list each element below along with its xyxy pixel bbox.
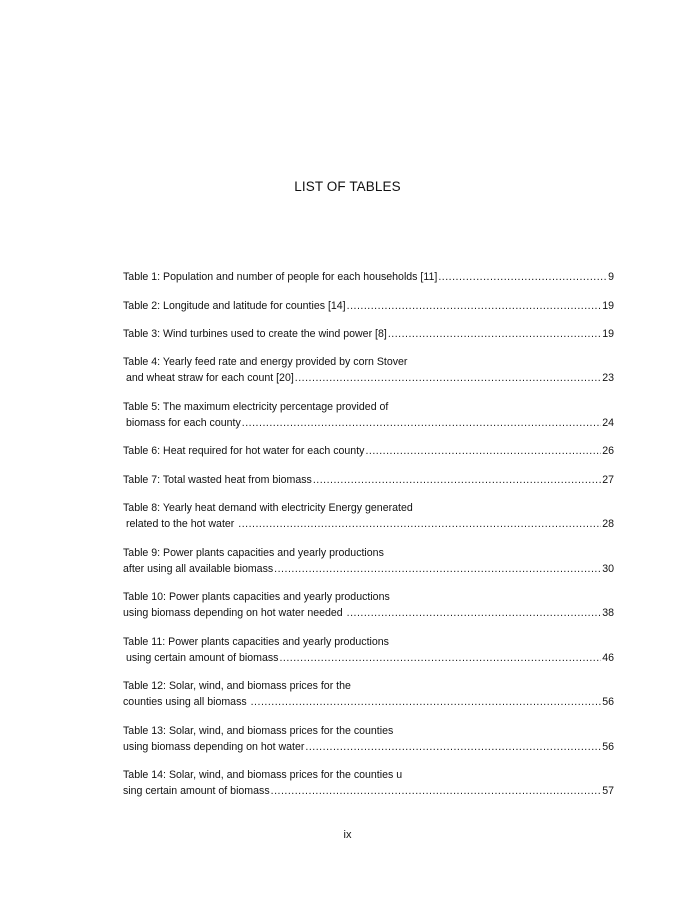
toc-page-number: 38 (602, 607, 614, 619)
toc-entry-table-12[interactable] (123, 678, 614, 710)
toc-page-number: 27 (602, 474, 614, 486)
toc-entry-text: Table 4: Yearly feed rate and energy provided by corn Stover (123, 356, 408, 368)
dot-leader (274, 561, 601, 577)
toc-entry-table-7[interactable] (123, 472, 614, 488)
toc-entry-table-14[interactable] (123, 767, 614, 799)
toc-page-number: 9 (608, 271, 614, 283)
toc-entry-table-9[interactable] (123, 545, 614, 577)
toc-page-number: 56 (602, 696, 614, 708)
dot-leader (238, 516, 601, 532)
dot-leader (313, 472, 601, 488)
toc-page-number: 19 (602, 300, 614, 312)
toc-page-number: 46 (602, 652, 614, 664)
dot-leader (438, 269, 607, 285)
dot-leader (347, 605, 602, 621)
toc-entry-text: Table 13: Solar, wind, and biomass prices for the counties (123, 725, 394, 737)
toc-entry-text: Table 5: The maximum electricity percentage provided of (123, 401, 389, 413)
toc-page-number: 26 (602, 445, 614, 457)
toc-entry-table-1[interactable] (123, 269, 614, 285)
toc-page-number: 56 (602, 741, 614, 753)
page-number: ix (343, 829, 352, 841)
toc-entry-text: using biomass depending on hot water needed (123, 607, 346, 619)
toc-entry-text: related to the hot water (123, 518, 238, 530)
toc-entry-table-8[interactable] (123, 500, 614, 532)
dot-leader (279, 650, 601, 666)
toc-page-number: 57 (602, 785, 614, 797)
toc-entry-table-13[interactable] (123, 723, 614, 755)
toc-entry-text: and wheat straw for each count [20] (123, 372, 294, 384)
toc-entry-table-2[interactable] (123, 298, 614, 314)
toc-entry-text: Table 8: Yearly heat demand with electricity Energy generated (123, 502, 413, 514)
toc-entry-table-3[interactable] (123, 326, 614, 342)
toc-entry-table-11[interactable] (123, 634, 614, 666)
toc-entry-text: biomass for each county (123, 417, 241, 429)
toc-entry-text: using biomass depending on hot water (123, 741, 305, 753)
dot-leader (271, 783, 602, 799)
toc-page-number: 19 (602, 328, 614, 340)
page-title: LIST OF TABLES (294, 179, 401, 194)
dot-leader (295, 370, 601, 386)
toc-entry-text: Table 7: Total wasted heat from biomass (123, 474, 312, 486)
dot-leader (365, 443, 601, 459)
table-list (123, 269, 614, 799)
toc-entry-text: Table 11: Power plants capacities and yearly productions (123, 636, 389, 648)
toc-entry-table-4[interactable] (123, 354, 614, 386)
dot-leader (305, 739, 601, 755)
toc-entry-table-5[interactable] (123, 399, 614, 431)
toc-entry-text: Table 3: Wind turbines used to create the wind power [8] (123, 328, 387, 340)
toc-entry-table-6[interactable] (123, 443, 614, 459)
toc-entry-text: Table 9: Power plants capacities and yearly productions (123, 547, 384, 559)
dot-leader (242, 415, 601, 431)
toc-entry-text: Table 10: Power plants capacities and yearly productions (123, 591, 390, 603)
toc-entry-text: Table 2: Longitude and latitude for counties [14] (123, 300, 346, 312)
toc-entry-text: using certain amount of biomass (123, 652, 279, 664)
toc-page-number: 23 (602, 372, 614, 384)
toc-entry-text: Table 12: Solar, wind, and biomass prices for the (123, 680, 351, 692)
toc-page-number: 24 (602, 417, 614, 429)
toc-page-number: 28 (602, 518, 614, 530)
toc-entry-text: Table 1: Population and number of people for each households [11] (123, 271, 438, 283)
dot-leader (388, 326, 601, 342)
toc-entry-text: counties using all biomass (123, 696, 250, 708)
toc-entry-text: sing certain amount of biomass (123, 785, 270, 797)
toc-page-number: 30 (602, 563, 614, 575)
toc-entry-text: after using all available biomass (123, 563, 274, 575)
dot-leader (251, 694, 602, 710)
toc-entry-table-10[interactable] (123, 589, 614, 621)
toc-entry-text: Table 6: Heat required for hot water for each county (123, 445, 365, 457)
dot-leader (347, 298, 602, 314)
toc-entry-text: Table 14: Solar, wind, and biomass prices for the counties u (123, 769, 403, 781)
